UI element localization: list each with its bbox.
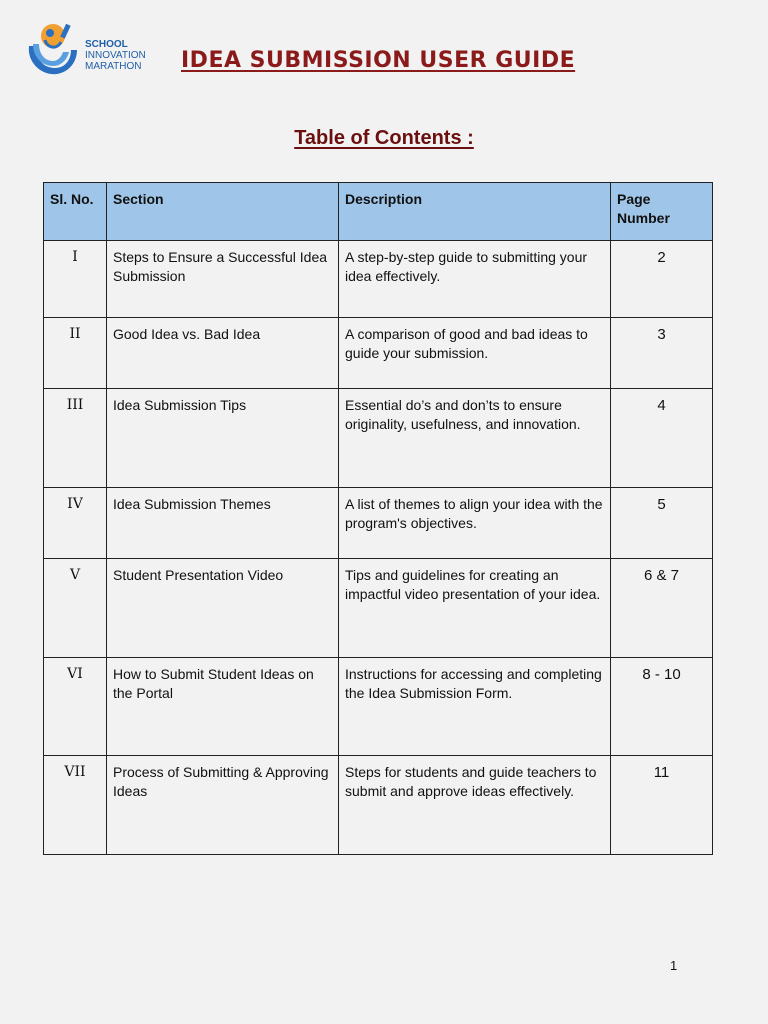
document-title: IDEA SUBMISSION USER GUIDE	[181, 48, 576, 73]
row-section: How to Submit Student Ideas on the Portal	[107, 658, 339, 756]
table-row	[44, 658, 713, 756]
row-page: 4	[611, 389, 713, 488]
row-sl: III	[44, 389, 107, 488]
table-of-contents	[43, 182, 713, 855]
table-row	[44, 241, 713, 318]
row-description: A comparison of good and bad ideas to guide your submission.	[339, 318, 611, 389]
row-page: 3	[611, 318, 713, 389]
row-description: A list of themes to align your idea with the program's objectives.	[339, 488, 611, 559]
row-sl: I	[44, 241, 107, 318]
table-row	[44, 389, 713, 488]
row-description: Steps for students and guide teachers to submit and approve ideas effectively.	[339, 756, 611, 855]
row-page: 2	[611, 241, 713, 318]
table-header-row	[44, 183, 713, 241]
row-description: A step-by-step guide to submitting your idea effectively.	[339, 241, 611, 318]
row-page: 8 - 10	[611, 658, 713, 756]
table-row	[44, 488, 713, 559]
row-section: Steps to Ensure a Successful Idea Submission	[107, 241, 339, 318]
table-row	[44, 559, 713, 658]
table-row	[44, 756, 713, 855]
row-section: Good Idea vs. Bad Idea	[107, 318, 339, 389]
logo-emblem-icon	[23, 20, 83, 78]
row-sl: IV	[44, 488, 107, 559]
logo-text-innovation: INNOVATION	[85, 50, 146, 61]
row-section: Student Presentation Video	[107, 559, 339, 658]
header-section: Section	[107, 183, 339, 241]
logo	[23, 20, 148, 78]
row-section: Idea Submission Tips	[107, 389, 339, 488]
row-sl: V	[44, 559, 107, 658]
row-page: 6 & 7	[611, 559, 713, 658]
header-page-number: Page Number	[611, 183, 713, 241]
row-section: Process of Submitting & Approving Ideas	[107, 756, 339, 855]
row-sl: VII	[44, 756, 107, 855]
row-section: Idea Submission Themes	[107, 488, 339, 559]
row-description: Instructions for accessing and completing the Idea Submission Form.	[339, 658, 611, 756]
row-page: 5	[611, 488, 713, 559]
row-description: Essential do’s and don’ts to ensure originality, usefulness, and innovation.	[339, 389, 611, 488]
row-description: Tips and guidelines for creating an impactful video presentation of your idea.	[339, 559, 611, 658]
table-row	[44, 318, 713, 389]
logo-text-marathon: MARATHON	[85, 61, 142, 72]
header-sl-no: Sl. No.	[44, 183, 107, 241]
header-description: Description	[339, 183, 611, 241]
row-sl: VI	[44, 658, 107, 756]
row-page: 11	[611, 756, 713, 855]
page-number: 1	[670, 958, 678, 973]
logo-text-school: SCHOOL	[85, 39, 128, 50]
row-sl: II	[44, 318, 107, 389]
toc-heading: Table of Contents :	[294, 127, 474, 149]
